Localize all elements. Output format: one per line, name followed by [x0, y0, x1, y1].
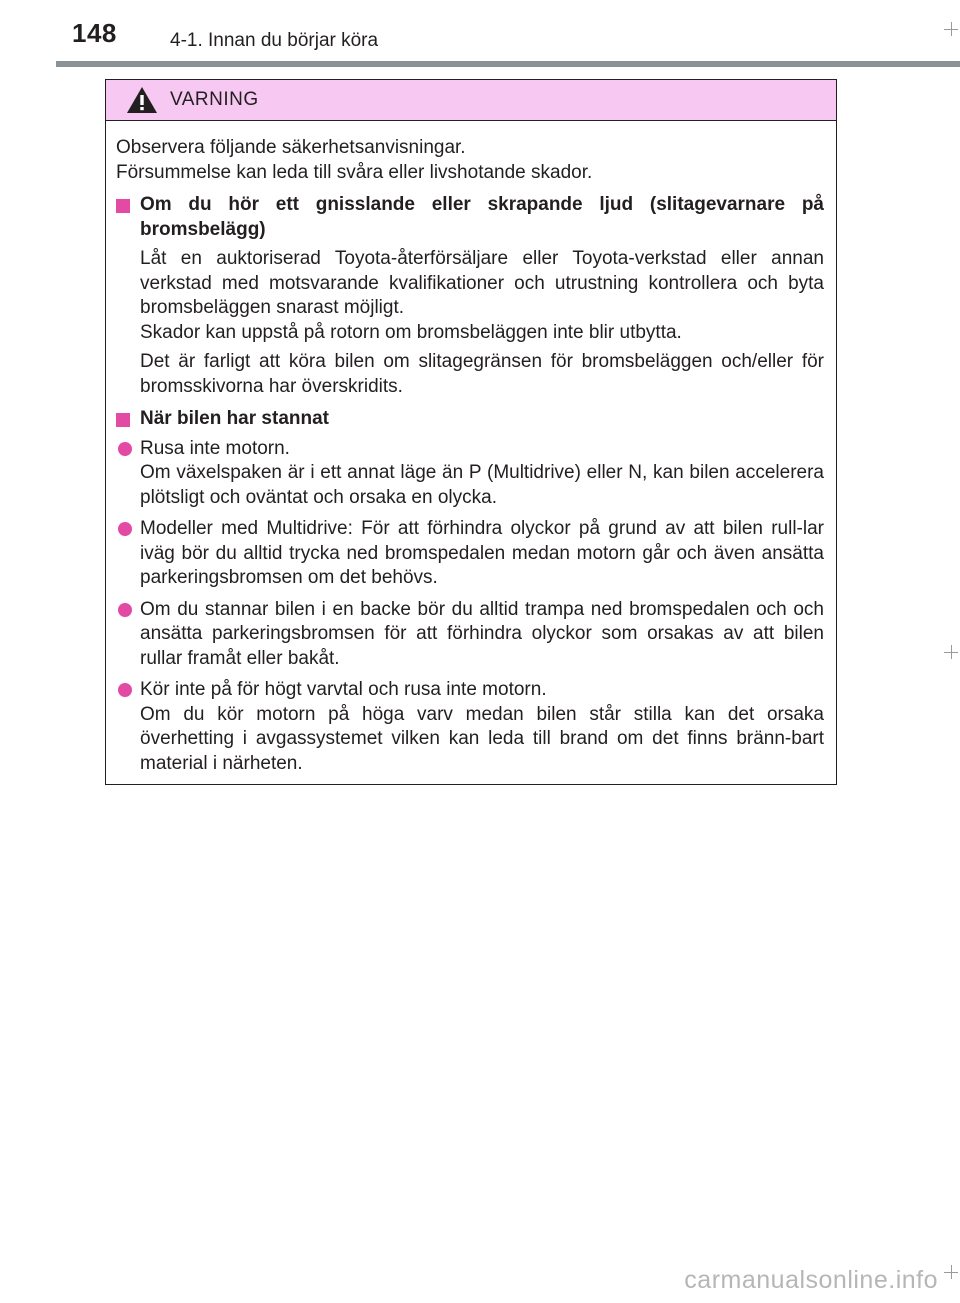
list-item — [116, 437, 824, 511]
section-heading — [116, 193, 824, 242]
round-bullet-icon — [118, 603, 132, 617]
intro-line: Observera följande säkerhetsanvisningar. — [116, 137, 466, 158]
section-title: 4-1. Innan du börjar köra — [170, 30, 379, 51]
page-number: 148 — [72, 18, 117, 48]
round-bullet-icon — [118, 442, 132, 456]
warning-box — [105, 79, 837, 785]
paragraph-line: Skador kan uppstå på rotorn om bromsbeläggen inte blir utbytta. — [140, 321, 682, 343]
paragraph: Det är farligt att köra bilen om slitagegränsen för bromsbeläggen och/eller för bromsskivorna har överskridits. — [140, 351, 824, 397]
square-bullet-icon — [116, 199, 130, 213]
section-heading-text: När bilen har stannat — [140, 408, 329, 429]
paragraph-line: Låt en auktoriserad Toyota-återförsäljare eller Toyota-verkstad eller annan verkstad med motsvarande kvalifikationer och utrustning kontrollera och byta bromsbeläggen snarast möjligt. — [140, 248, 824, 318]
list-item — [116, 678, 824, 776]
warning-body — [106, 121, 836, 776]
warning-intro — [116, 136, 824, 185]
intro-line: Försummelse kan leda till svåra eller livshotande skador. — [116, 161, 593, 183]
list-item-line: Kör inte på för högt varvtal och rusa inte motorn. — [140, 679, 547, 700]
crop-mark-bottom-right — [944, 1265, 958, 1279]
square-bullet-icon — [116, 413, 130, 427]
header-rule — [56, 61, 960, 67]
crop-mark-mid-right — [944, 645, 958, 659]
watermark: carmanualsonline.info — [684, 1266, 938, 1294]
paragraph — [140, 247, 824, 345]
round-bullet-icon — [118, 522, 132, 536]
list-item-line: Om du stannar bilen i en backe bör du alltid trampa ned bromspedalen och och ansätta parkeringsbromsen för att förhindra olyckor som orsakas av att bilen rullar framåt eller bakåt. — [140, 598, 824, 669]
warning-triangle-icon — [126, 86, 158, 114]
list-item-line: Modeller med Multidrive: För att förhindra olyckor på grund av att bilen rull-lar iväg bör du alltid trycka ned bromspedalen medan motorn går och även ansätta parkeringsbromsen om det behövs. — [140, 518, 824, 588]
section-heading — [116, 407, 824, 432]
warning-header — [106, 80, 836, 121]
crop-mark-top-right — [944, 22, 958, 36]
list-item-line: Om växelspaken är i ett annat läge än P (Multidrive) eller N, kan bilen accelerera plötsligt och oväntat och orsaka en olycka. — [140, 462, 824, 508]
list-item — [116, 598, 824, 672]
section-heading-text: Om du hör ett gnisslande eller skrapande ljud (slitagevarnare på bromsbelägg) — [140, 194, 824, 240]
round-bullet-icon — [118, 683, 132, 697]
list-item-line: Om du kör motorn på höga varv medan bilen står stilla kan det orsaka överhetting i avgassystemet vilken kan leda till brand om det finns bränn-bart material i närheten. — [140, 703, 824, 774]
warning-label: VARNING — [170, 89, 259, 110]
list-item — [116, 517, 824, 591]
list-item-line: Rusa inte motorn. — [140, 437, 290, 459]
